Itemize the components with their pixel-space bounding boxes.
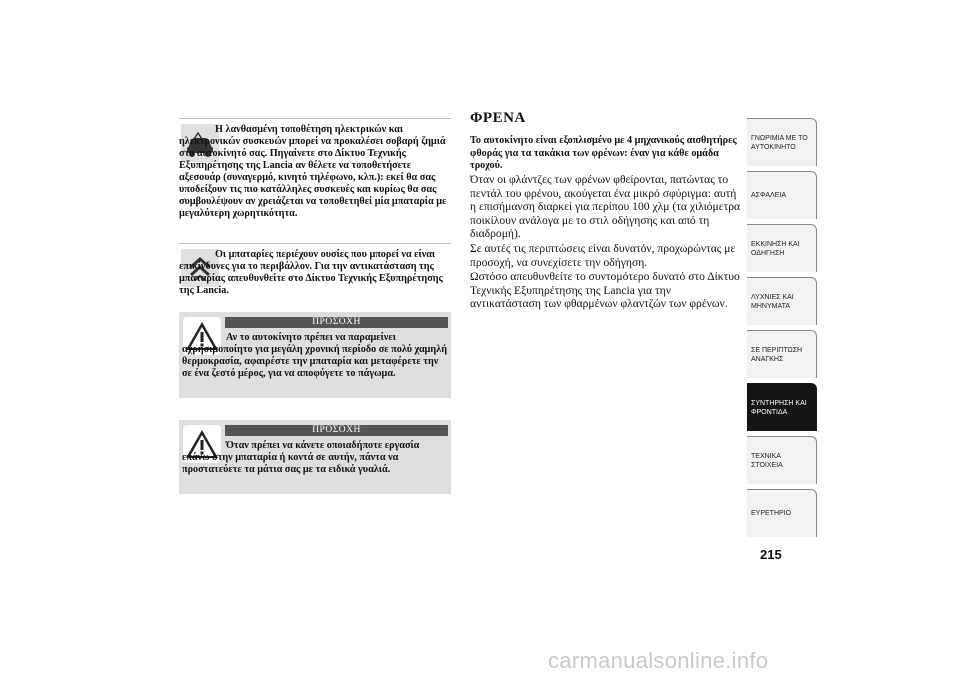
tab-label: ΣΥΝΤΗΡΗΣΗ ΚΑΙ ΦΡΟΝΤΙΔΑ	[751, 399, 807, 416]
note-text: Η λανθασμένη τοποθέτηση ηλεκτρικών και ηλεκτρονικών συσκευών μπορεί να προκαλέσει σοβαρή ζημιά στο αυτοκίνητό σας. Πηγαίνετε στο Δίκτυο Τεχνικής Εξυπηρέτησης της Lancia αν θέλετε να τοποθετήσετε αξεσουάρ (συναγερμό, κινητό τηλέφωνο, κλπ.): εκεί θα σας υποδείξουν τις πιο κατάλληλες συσκευές και κυρίως θα σας συμβουλέψουν αν χρειάζεται να τοποθετηθεί μία μπαταρία με μεγαλύτερη χωρητικότητα.	[179, 124, 447, 219]
tab-safety[interactable]	[747, 171, 817, 219]
tab-label: ΤΕΧΝΙΚΑ ΣΤΟΙΧΕΙΑ	[751, 452, 783, 469]
warning-header: ΠΡΟΣΟΧΗ	[225, 425, 448, 436]
warning-box-cold	[179, 312, 451, 398]
tab-label: ΑΣΦΑΛΕΙΑ	[751, 192, 787, 199]
paragraph-wear-signal: Όταν οι φλάντζες των φρένων φθείρονται, πατώντας το πεντάλ του φρένου, ακούγεται ένα μικρό σφύριγμα: αυτή η επισήμανση διαρκεί για περίπου 100 χλμ (τα χιλιόμετρα ποικίλουν ανάλογα με το στιλ οδήγησης και από τη διαδρομή).	[470, 173, 741, 241]
paragraph-service: Ωστόσο απευθυνθείτε το συντομότερο δυνατό στο Δίκτυο Τεχνικής Εξυπηρέτησης της Lancia για την αντικατάσταση των φθαρμένων φλαντζών των φρένων.	[470, 270, 740, 311]
tab-label: ΕΚΚΙΝΗΣΗ ΚΑΙ ΟΔΗΓΗΣΗ	[751, 240, 800, 257]
warning-box-eyes	[179, 420, 451, 494]
tab-getting-to-know[interactable]	[747, 118, 817, 166]
watermark: carmanualsonline.info	[548, 648, 769, 673]
tab-label: ΣΕ ΠΕΡΙΠΤΩΣΗ ΑΝΑΓΚΗΣ	[751, 346, 803, 363]
tab-emergency[interactable]	[747, 330, 817, 378]
warning-text: Αν το αυτοκίνητο πρέπει να παραμείνει αχρησιμοποίητο για μεγάλη χρονική περίοδο σε πολύ χαμηλή θερμοκρασία, αφαιρέστε την μπαταρία και μεταφέρετε την σε ένα ζεστό μέρος, για να αποφύγετε το πάγωμα.	[182, 332, 447, 379]
tab-label: ΓΝΩΡΙΜΙΑ ΜΕ ΤΟ ΑΥΤΟΚΙΝΗΤΟ	[751, 134, 808, 151]
tab-label: ΛΥΧΝΙΕΣ ΚΑΙ ΜΗΝΥΜΑΤΑ	[751, 293, 794, 310]
tab-technical-data[interactable]	[747, 436, 817, 484]
tab-index[interactable]	[747, 489, 817, 537]
section-title: ΦΡΕΝΑ	[470, 110, 526, 126]
section-lead: Το αυτοκίνητο είναι εξοπλισμένο με 4 μηχανικούς αισθητήρες φθοράς για τα τακάκια των φρένων: έναν για κάθε ομάδα τροχού.	[470, 135, 737, 171]
note-text: Οι μπαταρίες περιέχουν ουσίες που μπορεί να είναι επικίνδυνες για το περιβάλλον. Για την αντικατάσταση της μπαταρίας απευθυνθείτε στο Δίκτυο Τεχνικής Εξυπηρέτησης της Lancia.	[179, 249, 443, 296]
tab-label: ΕΥΡΕΤΗΡΙΟ	[751, 510, 792, 517]
tab-maintenance[interactable]	[747, 383, 817, 431]
tab-lights-messages[interactable]	[747, 277, 817, 325]
note-divider	[179, 243, 451, 244]
tab-starting-driving[interactable]	[747, 224, 817, 272]
warning-header: ΠΡΟΣΟΧΗ	[225, 317, 448, 328]
paragraph-continue: Σε αυτές τις περιπτώσεις είναι δυνατόν, προχωρώντας με προσοχή, να συνεχίσετε την οδήγηση.	[470, 242, 736, 269]
note-divider	[179, 118, 451, 119]
page-number: 215	[760, 547, 782, 562]
warning-text: Όταν πρέπει να κάνετε οποιαδήποτε εργασία επάνω στην μπαταρία ή κοντά σε αυτήν, πάντα να προστατεύετε τα μάτια σας με τα ειδικά γυαλιά.	[182, 440, 420, 475]
